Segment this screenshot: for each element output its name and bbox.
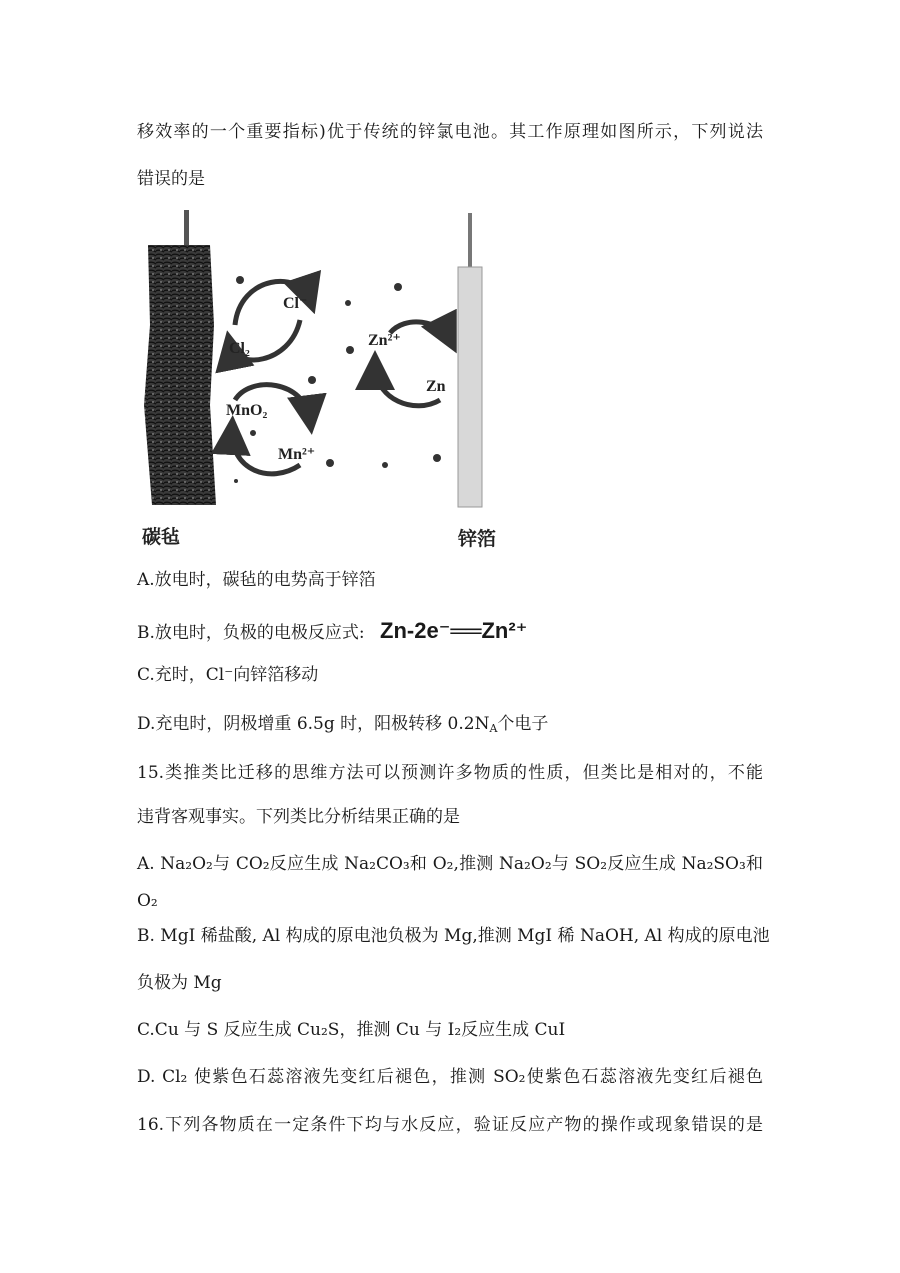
label-carbon-felt: 碳毡 (142, 526, 181, 548)
q14-option-d (137, 713, 548, 735)
label-mno2: MnO₂ (226, 402, 268, 419)
ion-dot (234, 479, 238, 483)
label-cl2: Cl₂ (229, 340, 250, 357)
ion-dot (382, 462, 388, 468)
label-cl-minus: Cl⁻ (283, 295, 308, 312)
q15-option-b-1: B. MgI 稀盐酸, Al 构成的原电池负极为 Mg,推测 MgI 稀 NaOH, Al 构成的原电池 (137, 926, 770, 946)
label-mn2: Mn²⁺ (278, 446, 316, 463)
q15-option-d: D. Cl₂ 使紫色石蕊溶液先变红后褪色，推测 SO₂使紫色石蕊溶液先变红后褪色 (137, 1067, 763, 1087)
q14-option-b-equation: Zn-2e⁻══Zn²⁺ (380, 618, 528, 643)
q14-option-b-prefix: B.放电时，负极的电极反应式: (137, 623, 365, 643)
ion-dot (326, 459, 334, 467)
q15-option-a-1: A. Na₂O₂与 CO₂反应生成 Na₂CO₃和 O₂,推测 Na₂O₂与 SO₂反应生成 Na₂SO₃和 (137, 854, 763, 874)
q15-option-b-2: 负极为 Mg (137, 973, 222, 993)
q15-stem-2: 违背客观事实。下列类比分析结果正确的是 (137, 807, 460, 827)
q14-option-d-sub: A (489, 722, 498, 735)
q14-option-d-tail: 个电子 (497, 714, 549, 734)
ion-dot (346, 346, 354, 354)
carbon-felt-wire (184, 210, 189, 248)
q14-option-c: C.充时，Cl⁻向锌箔移动 (137, 665, 319, 685)
label-zinc-foil: 锌箔 (458, 528, 497, 550)
label-zn: Zn (426, 378, 446, 395)
ion-dot (250, 430, 256, 436)
q15-option-a-2: O₂ (137, 891, 158, 911)
intro-line-2: 错误的是 (137, 169, 205, 189)
battery-diagram (140, 205, 520, 560)
ion-dot (236, 276, 244, 284)
carbon-felt-electrode (144, 245, 216, 505)
intro-line-1: 移效率的一个重要指标)优于传统的锌氯电池。其工作原理如图所示，下列说法 (137, 122, 763, 142)
ion-dot (394, 283, 402, 291)
label-zn2: Zn²⁺ (368, 332, 401, 349)
ion-dot (345, 300, 351, 306)
ion-dot (308, 376, 316, 384)
q15-stem-1: 15.类推类比迁移的思维方法可以预测许多物质的性质，但类比是相对的，不能 (137, 763, 763, 783)
q15-option-c: C.Cu 与 S 反应生成 Cu₂S，推测 Cu 与 I₂反应生成 CuI (137, 1020, 566, 1040)
q14-option-a: A.放电时，碳毡的电势高于锌箔 (137, 570, 376, 590)
q16-stem: 16.下列各物质在一定条件下均与水反应，验证反应产物的操作或现象错误的是 (137, 1115, 763, 1135)
ion-dot (433, 454, 441, 462)
q14-option-d-text: D.充电时，阴极增重 6.5g 时，阳极转移 0.2N (137, 714, 490, 734)
zinc-foil-wire (468, 213, 472, 273)
q14-option-b (137, 620, 527, 644)
zinc-foil-electrode (458, 267, 482, 507)
